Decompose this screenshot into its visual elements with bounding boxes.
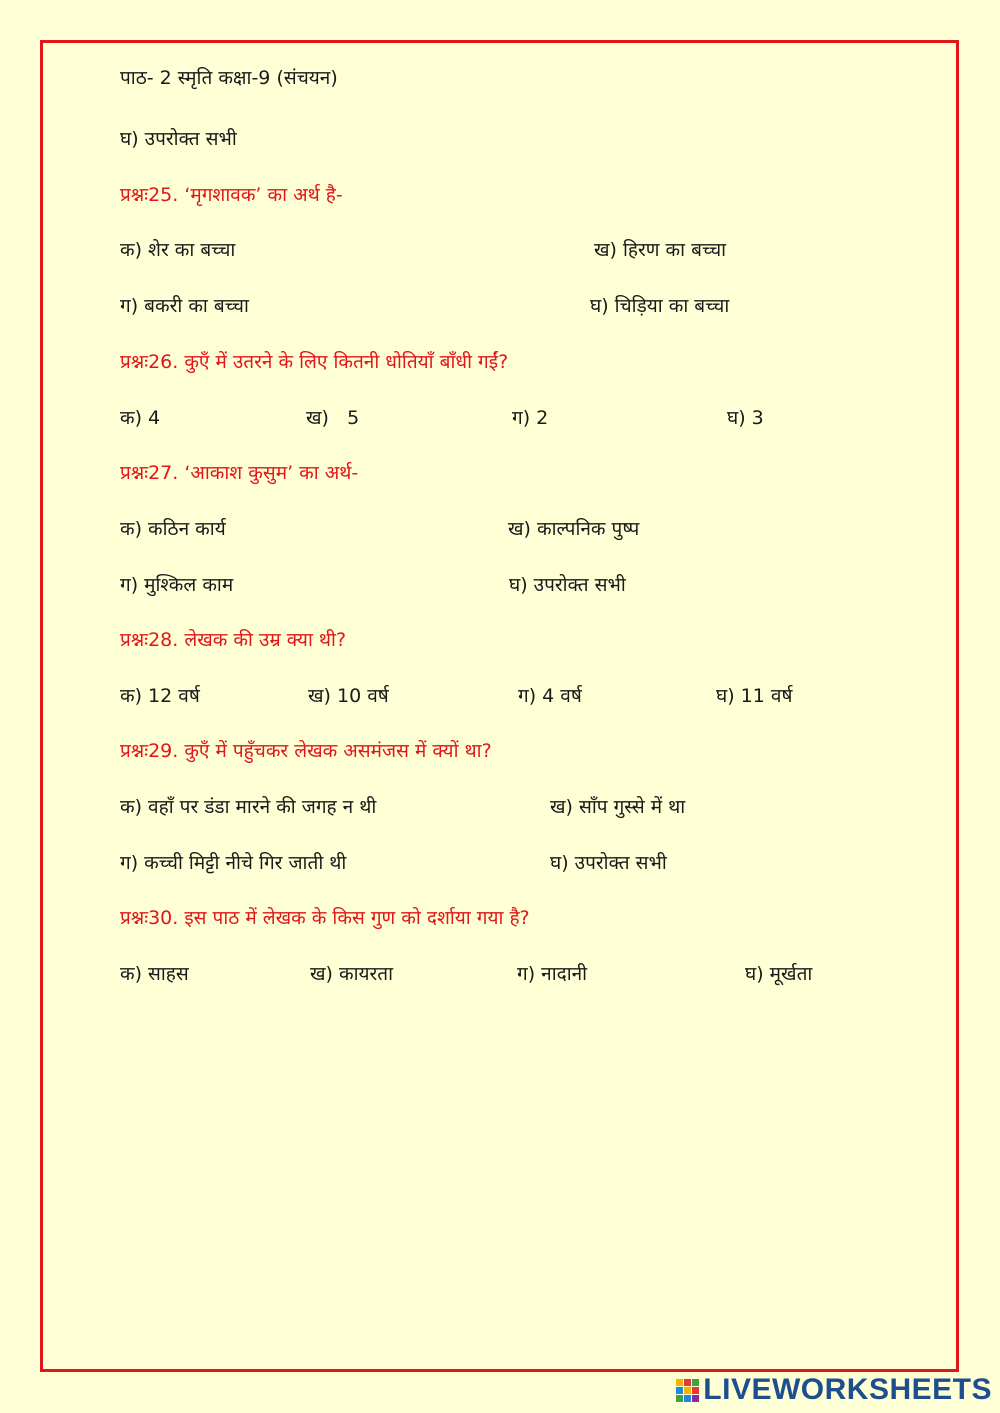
question-29: प्रश्नः29. कुएँ में पहुँचकर लेखक असमंजस में क्यों था? xyxy=(120,740,492,762)
q25-option-gha[interactable]: घ) चिड़िया का बच्चा xyxy=(590,295,730,317)
liveworksheets-logo xyxy=(676,1373,992,1407)
q26-option-ka[interactable]: क) 4 xyxy=(120,407,161,429)
q30-option-ka[interactable]: क) साहस xyxy=(120,963,189,985)
logo-grid-icon xyxy=(676,1379,699,1402)
q29-option-ga[interactable]: ग) कच्ची मिट्टी नीचे गिर जाती थी xyxy=(120,852,347,874)
question-27: प्रश्नः27. ‘आकाश कुसुम’ का अर्थ- xyxy=(120,462,359,484)
brand-name: LIVEWORKSHEETS xyxy=(703,1373,992,1406)
q25-option-ka[interactable]: क) शेर का बच्चा xyxy=(120,239,236,261)
q29-option-kha[interactable]: ख) साँप गुस्से में था xyxy=(550,796,686,818)
q25-option-ga[interactable]: ग) बकरी का बच्चा xyxy=(120,295,249,317)
q26-option-gha[interactable]: घ) 3 xyxy=(727,407,764,429)
q30-option-gha[interactable]: घ) मूर्खता xyxy=(745,963,813,985)
question-26: प्रश्नः26. कुएँ में उतरने के लिए कितनी धोतियाँ बाँधी गईं? xyxy=(120,351,509,373)
q27-option-ga[interactable]: ग) मुश्किल काम xyxy=(120,574,234,596)
previous-option: घ) उपरोक्त सभी xyxy=(120,128,237,150)
q30-option-kha[interactable]: ख) कायरता xyxy=(310,963,394,985)
q27-option-gha[interactable]: घ) उपरोक्त सभी xyxy=(509,574,626,596)
q26-option-ga[interactable]: ग) 2 xyxy=(512,407,549,429)
q28-option-kha[interactable]: ख) 10 वर्ष xyxy=(308,685,389,707)
question-25: प्रश्नः25. ‘मृगशावक’ का अर्थ है- xyxy=(120,184,343,206)
q28-option-ka[interactable]: क) 12 वर्ष xyxy=(120,685,200,707)
q27-option-kha[interactable]: ख) काल्पनिक पुष्प xyxy=(508,518,640,540)
q28-option-gha[interactable]: घ) 11 वर्ष xyxy=(716,685,793,707)
q28-option-ga[interactable]: ग) 4 वर्ष xyxy=(518,685,582,707)
q30-option-ga[interactable]: ग) नादानी xyxy=(517,963,588,985)
q27-option-ka[interactable]: क) कठिन कार्य xyxy=(120,518,226,540)
question-28: प्रश्नः28. लेखक की उम्र क्या थी? xyxy=(120,629,347,651)
q25-option-kha[interactable]: ख) हिरण का बच्चा xyxy=(594,239,727,261)
question-30: प्रश्नः30. इस पाठ में लेखक के किस गुण को दर्शाया गया है? xyxy=(120,907,530,929)
q29-option-gha[interactable]: घ) उपरोक्त सभी xyxy=(550,852,667,874)
q29-option-ka[interactable]: क) वहाँ पर डंडा मारने की जगह न थी xyxy=(120,796,377,818)
page-header: पाठ- 2 स्मृति कक्षा-9 (संचयन) xyxy=(120,67,338,89)
q26-option-kha[interactable]: ख) 5 xyxy=(306,407,360,429)
